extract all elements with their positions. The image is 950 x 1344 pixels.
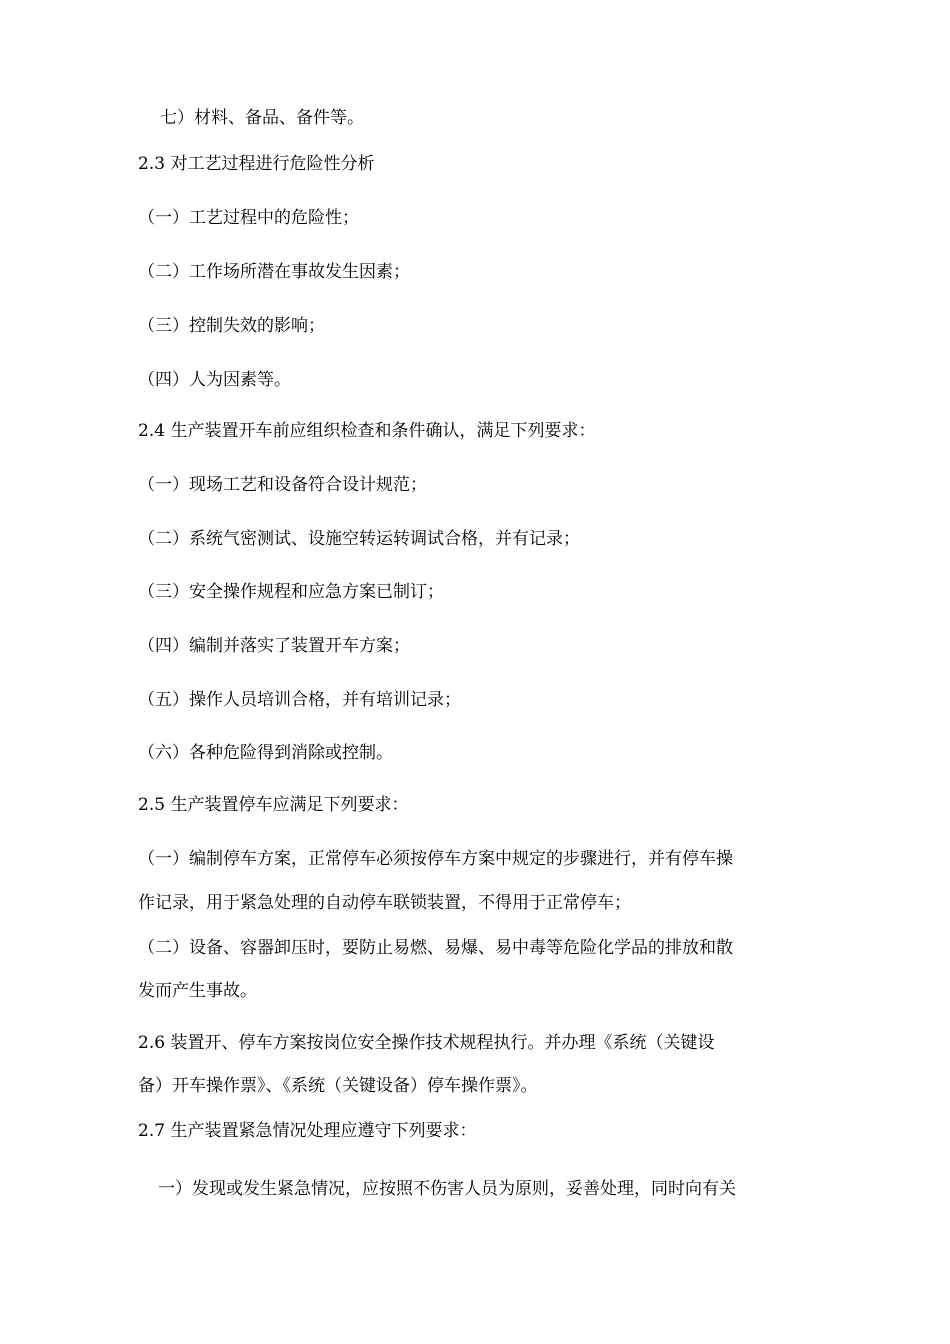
list-item: （四）人为因素等。	[138, 370, 291, 390]
list-item: （三）控制失效的影响；	[138, 316, 325, 336]
section-heading-2-4: 2.4 生产装置开车前应组织检查和条件确认，满足下列要求：	[138, 421, 596, 441]
list-item: （一）工艺过程中的危险性；	[138, 208, 359, 228]
section-heading-2-6: 2.6 装置开、停车方案按岗位安全操作技术规程执行。并办理《系统（关键设	[138, 1033, 715, 1053]
list-item: （四）编制并落实了装置开车方案；	[138, 636, 410, 656]
list-item: （一）编制停车方案，正常停车必须按停车方案中规定的步骤进行，并有停车操	[138, 849, 733, 869]
list-item: （一）现场工艺和设备符合设计规范；	[138, 475, 427, 495]
list-item-materials: 七）材料、备品、备件等。	[160, 108, 364, 128]
section-heading-2-7: 2.7 生产装置紧急情况处理应遵守下列要求：	[138, 1121, 477, 1141]
list-item: （五）操作人员培训合格，并有培训记录；	[138, 690, 461, 710]
list-item: （二）系统气密测试、设施空转运转调试合格，并有记录；	[138, 529, 580, 549]
list-item: （三）安全操作规程和应急方案已制订；	[138, 582, 444, 602]
list-item: （二）工作场所潜在事故发生因素；	[138, 262, 410, 282]
list-item: （六）各种危险得到消除或控制。	[138, 743, 393, 763]
list-item-continuation: 作记录，用于紧急处理的自动停车联锁装置，不得用于正常停车；	[138, 893, 631, 913]
list-item: （二）设备、容器卸压时，要防止易燃、易爆、易中毒等危险化学品的排放和散	[138, 938, 733, 958]
paragraph-continuation: 备）开车操作票》、《系统（关键设备）停车操作票》。	[138, 1076, 538, 1096]
list-item: 一）发现或发生紧急情况，应按照不伤害人员为原则，妥善处理，同时向有关	[158, 1179, 736, 1199]
list-item-continuation: 发而产生事故。	[138, 981, 257, 1001]
section-heading-2-3: 2.3 对工艺过程进行危险性分析	[138, 154, 375, 174]
section-heading-2-5: 2.5 生产装置停车应满足下列要求：	[138, 795, 409, 815]
